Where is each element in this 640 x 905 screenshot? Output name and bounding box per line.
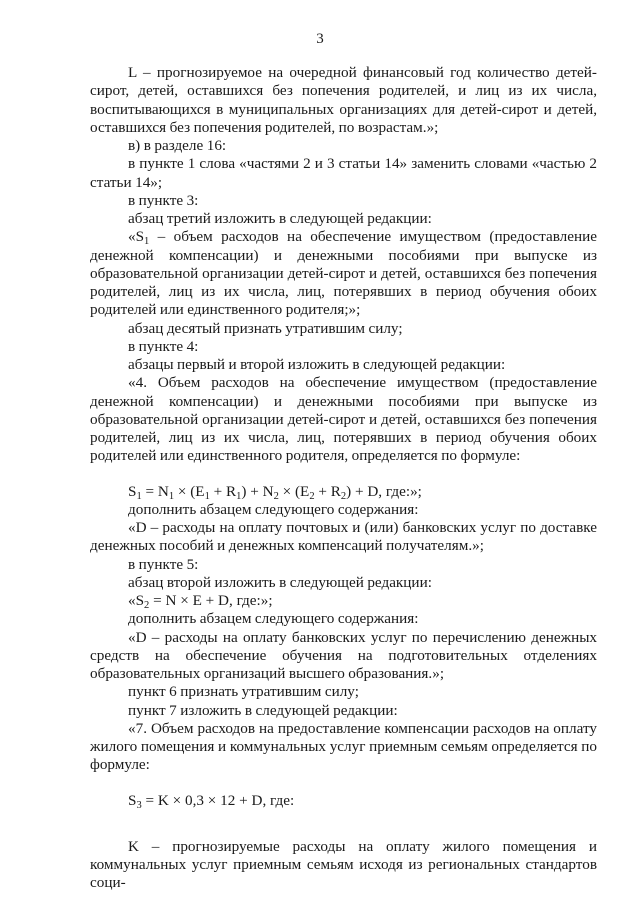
paragraph: дополнить абзацем следующего содержания:: [128, 610, 419, 628]
paragraph: в пункте 3:: [128, 191, 199, 209]
formula-s2: «$S_2 = N \times E + D$, где:»;: [128, 592, 273, 611]
formula-s3: $S_3 = K \times 0,3 \times 12 + D$, где:: [128, 791, 295, 811]
document-body: [90, 64, 597, 893]
paragraph: абзац десятый признать утратившим силу;: [128, 319, 403, 337]
page-number: 3: [316, 31, 324, 47]
paragraph-s1-definition: [90, 228, 597, 319]
subscript: 1: [144, 236, 150, 248]
paragraph: в пункте 4:: [128, 337, 199, 355]
paragraph: «4. Объем расходов на обеспечение имуществом (предоставление денежной компенсации) и денежными пособиями при выпуске из образовательной организации детей-сирот и детей, оставшихся без попечения родителей, лиц из их числа, лиц, потерявших в период обучения обоих родителей или единственного родителя, определяется по формуле:: [90, 374, 597, 465]
paragraph: «7. Объем расходов на предоставление компенсации расходов на оплату жилого помещения и коммунальных услуг приемным семьям определяется по формуле:: [90, 719, 597, 774]
paragraph: «D – расходы на оплату банковских услуг по перечислению денежных средств на обеспечение обучения на подготовительных отделениях образовательных организаций высшего образования.»;: [90, 628, 597, 682]
formula-s1: $S_1 = N_1 \times (E_1 + R_1) + N_2 \times (E_2 + R_2) + D$, где:»;: [128, 482, 422, 502]
paragraph: дополнить абзацем следующего содержания:: [128, 500, 419, 518]
paragraph: пункт 7 изложить в следующей редакции:: [128, 701, 398, 719]
paragraph: L – прогнозируемое на очередной финансовый год количество детей-сирот, детей, оставшихся без попечения родителей, и лиц из их числа, воспитывающихся в муниципальных организациях для детей-сирот и детей, оставшихся без попечения родителей, по возрастам.»;: [90, 64, 597, 136]
paragraph: K – прогнозируемые расходы на оплату жилого помещения и коммунальных услуг приемным семьям исходя из региональных стандартов соци-: [90, 837, 597, 892]
paragraph-text: – объем расходов на обеспечение имуществом (предоставление денежной компенсации) и денежными пособиями при выпуске из образовательной организации детей-сирот и детей, оставшихся без попечения родителей, лиц из их числа, лиц, потерявших в период обучения обоих родителей или единственного родителя;»;: [90, 228, 598, 319]
paragraph: абзац третий изложить в следующей редакции:: [128, 210, 432, 227]
paragraph: абзацы первый и второй изложить в следующей редакции:: [128, 356, 506, 373]
paragraph: в) в разделе 16:: [128, 137, 227, 154]
symbol-s: «S: [128, 228, 145, 246]
paragraph: в пункте 5:: [128, 555, 199, 573]
paragraph: абзац второй изложить в следующей редакции:: [128, 573, 432, 591]
paragraph: пункт 6 признать утратившим силу;: [128, 683, 359, 701]
paragraph: «D – расходы на оплату почтовых и (или) банковских услуг по доставке денежных пособий и денежных компенсаций получателям.»;: [90, 519, 597, 555]
paragraph: в пункте 1 слова «частями 2 и 3 статьи 14» заменить словами «частью 2 статьи 14»;: [90, 155, 597, 191]
